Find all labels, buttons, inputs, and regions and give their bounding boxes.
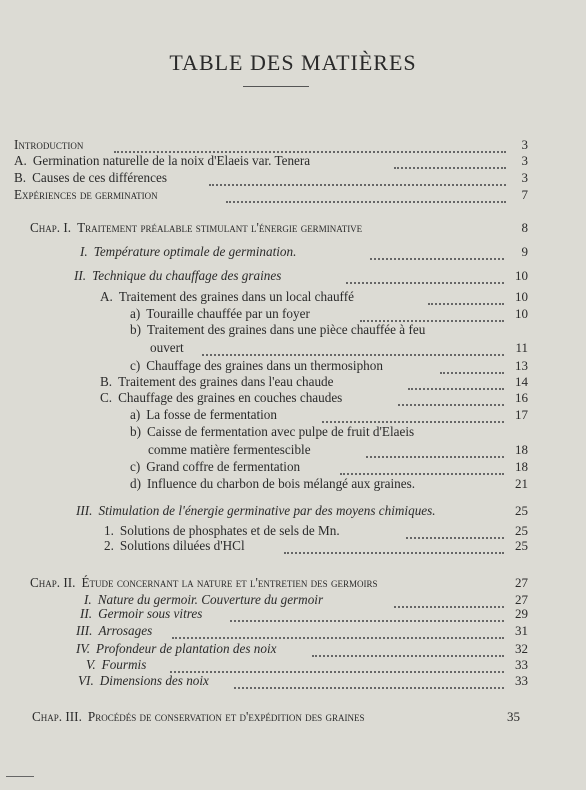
toc-entry: Chap. II. Étude concernant la nature et l'entretien des germoirs 27 (30, 575, 528, 590)
toc-entry: 2. Solutions diluées d'HCl 25 (104, 538, 528, 553)
toc-entry: A. Germination naturelle de la noix d'Elaeis var. Tenera 3 (14, 153, 528, 168)
toc-entry: VI. Dimensions des noix 33 (78, 673, 528, 688)
title-rule (243, 86, 309, 87)
toc-entry: B. Causes de ces différences 3 (14, 170, 528, 185)
toc-entry: I. Nature du germoir. Couverture du germoir 27 (84, 592, 528, 607)
page-edge-mark (6, 776, 34, 777)
toc-entry: a) Touraille chauffée par un foyer 10 (130, 306, 528, 321)
toc-entry: ouvert 11 (150, 340, 528, 355)
toc-entry: Introduction 3 (14, 137, 528, 152)
toc-entry: V. Fourmis 33 (86, 657, 528, 672)
toc-entry: d) Influence du charbon de bois mélangé aux graines. 21 (130, 476, 528, 491)
toc-entry: b) Traitement des graines dans une pièce chauffée à feu (130, 322, 426, 337)
page-title: TABLE DES MATIÈRES (169, 50, 417, 75)
toc-entry: b) Caisse de fermentation avec pulpe de fruit d'Elaeis (130, 424, 415, 439)
toc-entry: B. Traitement des graines dans l'eau chaude 14 (100, 374, 528, 389)
toc-entry: a) La fosse de fermentation 17 (130, 407, 528, 422)
toc-entry: c) Grand coffre de fermentation 18 (130, 459, 528, 474)
toc-entry: II. Technique du chauffage des graines 10 (74, 268, 528, 283)
toc-entry: Chap. I. Traitement préalable stimulant l'énergie germinative 8 (30, 220, 528, 235)
toc-entry: C. Chauffage des graines en couches chaudes 16 (100, 390, 528, 405)
toc-entry: I. Température optimale de germination. 9 (80, 244, 528, 259)
toc-entry: c) Chauffage des graines dans un thermosiphon 13 (130, 358, 528, 373)
toc-entry: A. Traitement des graines dans un local chauffé 10 (100, 289, 528, 304)
toc-entry: Chap. III. Procédés de conservation et d'expédition des graines 35 (32, 709, 520, 724)
toc-entry: 1. Solutions de phosphates et de sels de Mn. 25 (104, 523, 528, 538)
toc-entry: II. Germoir sous vitres 29 (80, 606, 528, 621)
toc-entry: IV. Profondeur de plantation des noix 32 (76, 641, 528, 656)
toc-entry: comme matière fermentescible 18 (148, 442, 528, 457)
toc-entry: Expériences de germination 7 (14, 187, 528, 202)
toc-entry: III. Stimulation de l'énergie germinative par des moyens chimiques. 25 (76, 503, 528, 518)
toc-entry: III. Arrosages 31 (76, 623, 528, 638)
